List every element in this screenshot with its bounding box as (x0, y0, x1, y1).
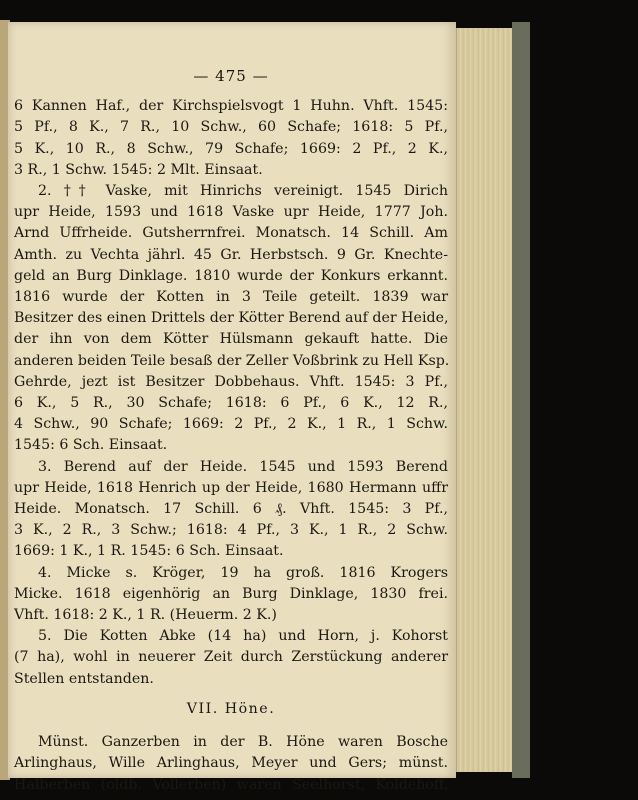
text-line: Halberben (oldb. Vollerben) waren Seelhorst, Koldehoff, (14, 776, 448, 793)
text-line: 2. †† Vaske, mit Hinrichs vereinigt. 1545 Dirich (38, 183, 448, 200)
body-paragraphs (14, 96, 448, 690)
text-line: 3 R., 1 Schw. 1545: 2 Mlt. Einsaat. (14, 161, 263, 178)
text-line: Vhft. 1618: 2 K., 1 R. (Heuerm. 2 K.) (14, 607, 277, 624)
page-block-edges (456, 28, 513, 772)
text-line: 3 K., 2 R., 3 Schw.; 1618: 4 Pf., 3 K., 1 R., 2 Schw. (14, 522, 448, 539)
text-line: Arnd Uffrheide. Gutsherrnfrei. Monatsch. 14 Schill. Am (14, 225, 448, 242)
text-line: 5. Die Kotten Abke (14 ha) und Horn, j. Kohorst (38, 628, 448, 645)
text-line: Arlinghaus, Wille Arlinghaus, Meyer und Gers; münst. (14, 755, 448, 772)
text-line: 1669: 1 K., 1 R. 1545: 6 Sch. Einsaat. (14, 543, 284, 560)
text-line: (7 ha), wohl in neuerer Zeit durch Zerstückung anderer (14, 649, 448, 666)
text-line: Micke. 1618 eigenhörig an Burg Dinklage, 1830 frei. (14, 585, 448, 602)
text-line: 3. Berend auf der Heide. 1545 und 1593 Berend (38, 458, 448, 475)
text-line: 4. Micke s. Kröger, 19 ha groß. 1816 Krogers (38, 564, 448, 581)
text-line: Besitzer des einen Drittels der Kötter Berend auf der Heide, (14, 310, 449, 327)
text-line: 4 Schw., 90 Schafe; 1669: 2 Pf., 2 K., 1 R., 1 Schw. (14, 416, 448, 433)
book-cover-edge (512, 22, 530, 778)
text-line: 6 Kannen Haf., der Kirchspielsvogt 1 Huhn. Vhft. 1545: (14, 98, 448, 115)
page-number: — 475 — (193, 67, 269, 85)
text-line: Amth. zu Vechta jährl. 45 Gr. Herbstsch. 9 Gr. Knechte- (14, 246, 448, 263)
text-line: upr Heide, 1618 Henrich up der Heide, 1680 Hermann uffr (14, 479, 448, 496)
text-line: der ihn von dem Kötter Hülsmann gekauft hatte. Die (14, 331, 448, 348)
text-line: 1545: 6 Sch. Einsaat. (14, 437, 168, 454)
text-line: Gehrde, jezt ist Besitzer Dobbehaus. Vhft. 1545: 3 Pf., (14, 373, 448, 390)
text-line: anderen beiden Teile besaß der Zeller Voßbrink zu Hell Ksp. (14, 352, 450, 369)
text-line: geld an Burg Dinklage. 1810 wurde der Konkurs erkannt. (14, 267, 448, 284)
text-line: 6 K., 5 R., 30 Schafe; 1618: 6 Pf., 6 K., 12 R., (14, 395, 448, 412)
section-paragraphs (14, 732, 448, 796)
text-line: Stellen entstanden. (14, 670, 154, 687)
section-heading: VII. Höne. (186, 700, 276, 717)
page-text (14, 66, 448, 796)
text-line: 5 K., 10 R., 8 Schw., 79 Schafe; 1669: 2 Pf., 2 K., (14, 140, 448, 157)
text-line: upr Heide, 1593 und 1618 Vaske upr Heide, 1777 Joh. (14, 204, 448, 221)
text-line: Münst. Ganzerben in der B. Höne waren Bosche (38, 734, 448, 751)
text-line: 1816 wurde der Kotten in 3 Teile geteilt. 1839 war (14, 289, 448, 306)
text-line: 5 Pf., 8 K., 7 R., 10 Schw., 60 Schafe; 1618: 5 Pf., (14, 119, 448, 136)
text-line: Heide. Monatsch. 17 Schill. 6 ₰. Vhft. 1545: 3 Pf., (14, 501, 448, 518)
